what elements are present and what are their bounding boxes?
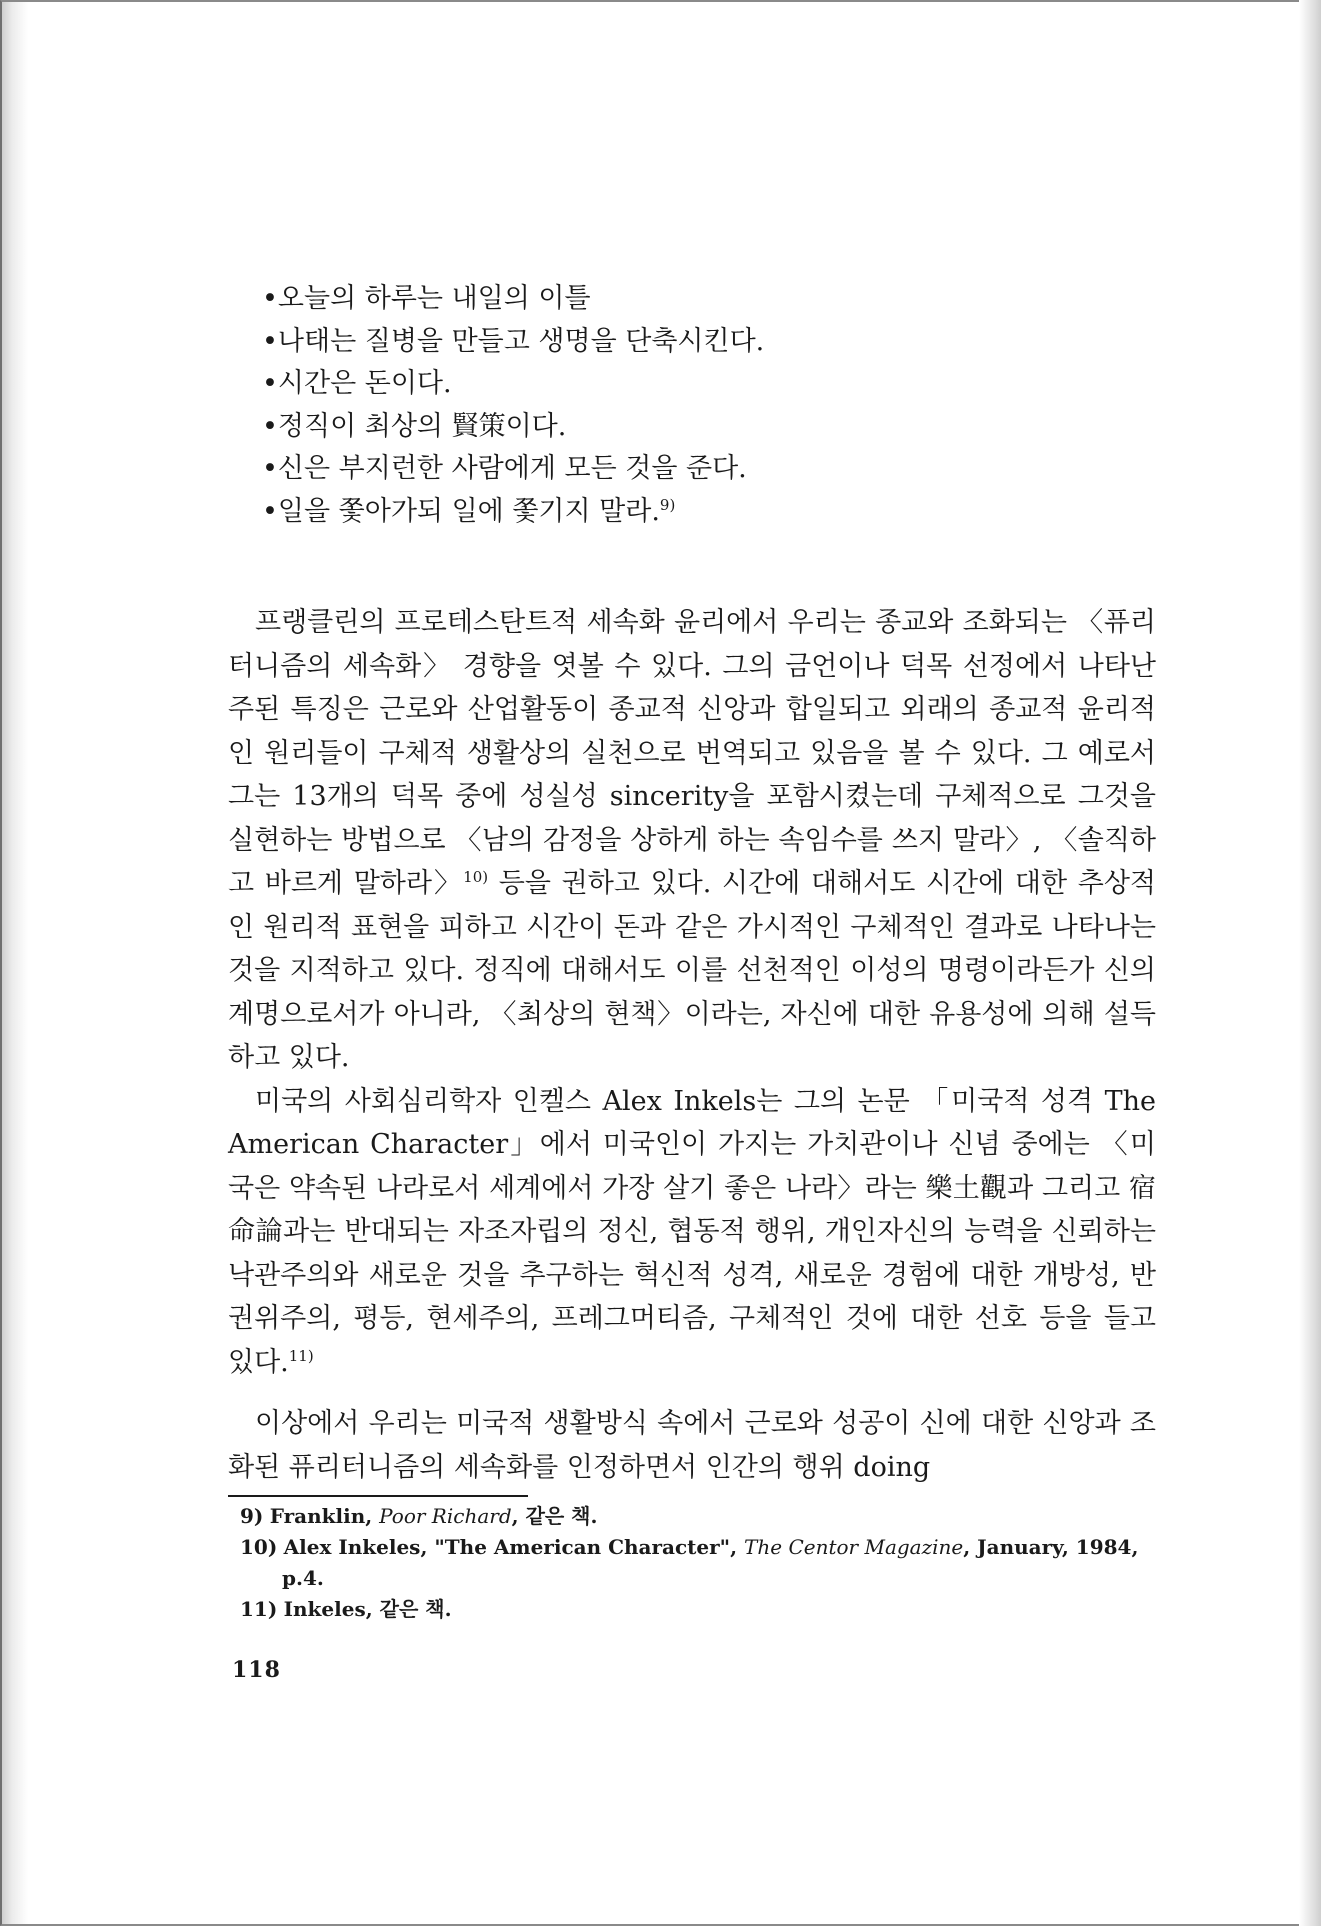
maxim-item: •시간은 돈이다. — [262, 368, 452, 399]
book-spine-shadow — [2, 2, 28, 1924]
footnote: 9) Franklin, Poor Richard, 같은 책. — [240, 1504, 598, 1528]
maxim-item: •신은 부지런한 사람에게 모든 것을 준다. — [262, 453, 747, 484]
maxim-item: •오늘의 하루는 내일의 이틀 — [262, 283, 591, 314]
footnote-divider — [228, 1495, 528, 1497]
footnote: 10) Alex Inkeles, "The American Character", The Centor Magazine, January, 1984, p.4. — [240, 1535, 1139, 1590]
body-text — [228, 601, 1156, 1489]
footnote-ref: 11) — [288, 1346, 314, 1365]
page-content — [228, 278, 1156, 1625]
footnote: 11) Inkeles, 같은 책. — [240, 1597, 452, 1621]
page-edge-shadow — [1299, 0, 1321, 1926]
maxim-item: •일을 쫓아가되 일에 쫓기지 말라.$^{9)}$ — [262, 495, 676, 527]
maxims-list — [262, 278, 1156, 533]
maxim-item: •정직이 최상의 賢策이다. — [262, 410, 567, 442]
paragraph: 이상에서 우리는 미국적 생활방식 속에서 근로와 성공이 신에 대한 신앙과 조화된 퓨리터니즘의 세속화를 인정하면서 인간의 행위 doing — [228, 1408, 1156, 1483]
footnote-ref: 9) — [659, 495, 676, 514]
footnote-ref: 10) — [463, 868, 489, 886]
footnotes — [228, 1501, 1156, 1625]
paragraph: 프랭클린의 프로테스탄트적 세속화 윤리에서 우리는 종교와 조화되는 〈퓨리터니즘의 세속화〉 경향을 엿볼 수 있다. 그의 금언이나 덕목 선정에서 나타난 주된 특징은 근로와 산업활동이 종교적 신앙과 합일되고 외래의 종교적 윤리적인 원리들이 구체적 생활상의 실천으로 번역되고 있음을 볼 수 있다. 그 예로서 그는 13개의 덕목 중에 성실성 sincerity을 포함시켰는데 구체적으로 그것을 실현하는 방법으로 〈남의 감정을 상하게 하는 속임수를 쓰지 말라〉, 〈솔직하고 바르게 말하라〉$^{10)}$ 등을 권하고 있다. 시간에 대해서도 시간에 대한 추상적인 원리적 표현을 피하고 시간이 돈과 같은 가시적인 구체적인 결과로 나타나는 것을 지적하고 있다. 정직에 대해서도 이를 선천적인 이성의 명령이라든가 신의 계명으로서가 아니라, 〈최상의 현책〉이라는, 자신에 대한 유용성에 의해 설득하고 있다. — [228, 607, 1156, 1073]
page-number: 118 — [232, 1657, 281, 1683]
paragraph: 미국의 사회심리학자 인켈스 Alex Inkels는 그의 논문 「미국적 성격 The American Character」에서 미국인이 가지는 가치관이나 신념 중에는 〈미국은 약속된 나라로서 세계에서 가장 살기 좋은 나라〉라는 樂土觀과 그리고 宿命論과는 반대되는 자조자립의 정신, 협동적 행위, 개인자신의 능력을 신뢰하는 낙관주의와 새로운 것을 추구하는 혁신적 성격, 새로운 경험에 대한 개방성, 반권위주의, 평등, 현세주의, 프레그머티즘, 구체적인 것에 대한 선호 등을 들고 있다.$^{11)}$ — [228, 1085, 1156, 1378]
maxim-item: •나태는 질병을 만들고 생명을 단축시킨다. — [262, 325, 765, 357]
